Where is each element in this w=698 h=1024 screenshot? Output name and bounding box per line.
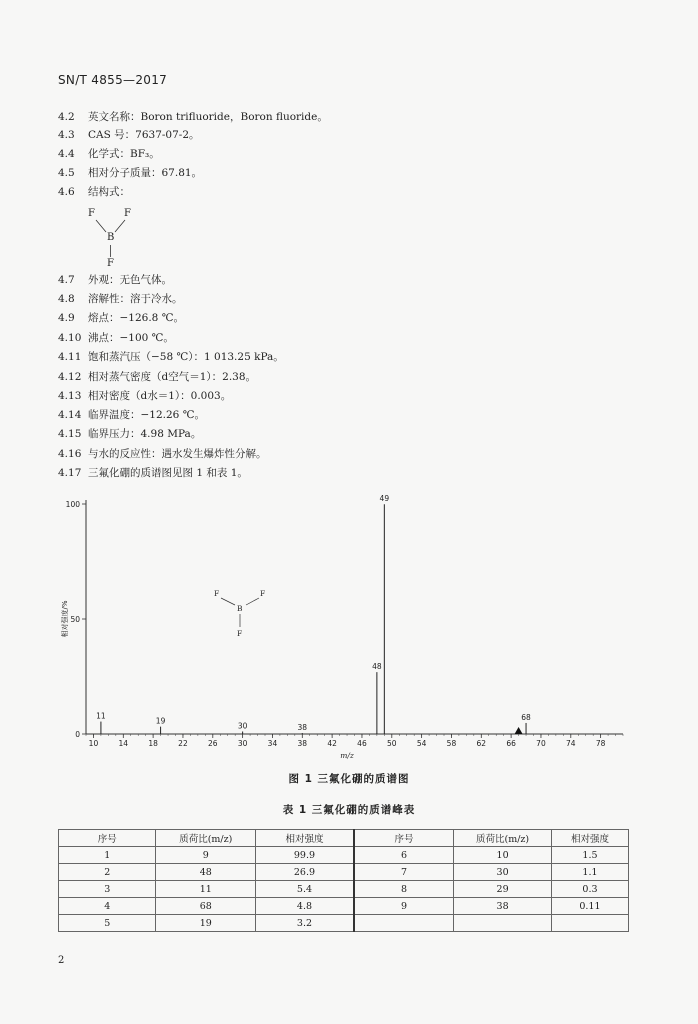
property-text: 沸点：−100 ℃。 (88, 332, 174, 344)
table-cell: 5.4 (256, 881, 354, 898)
property-text: 外观：无色气体。 (88, 274, 172, 286)
property-text: CAS 号：7637-07-2。 (88, 129, 200, 141)
table-row (59, 898, 629, 915)
atom-f-bottom: F (107, 258, 114, 269)
property-number: 4.10 (58, 332, 82, 344)
table-row (59, 881, 629, 898)
property-number: 4.14 (58, 409, 82, 421)
peak-label: 19 (155, 716, 166, 726)
table-cell (454, 915, 552, 932)
x-tick-label: 38 (297, 739, 308, 748)
atom-b-center: B (107, 232, 115, 243)
x-tick-label: 30 (237, 739, 248, 748)
table-cell: 26.9 (256, 864, 354, 881)
table-cell: 9 (156, 847, 256, 864)
property-text: 与水的反应性：遇水发生爆炸性分解。 (88, 448, 267, 460)
table-cell: 5 (59, 915, 156, 932)
y-tick-label: 50 (70, 615, 80, 624)
inset-atom-b: B (237, 604, 243, 613)
property-number: 4.12 (58, 371, 82, 383)
figure-caption: 图 1 三氟化硼的质谱图 (288, 773, 410, 785)
property-text: 结构式： (88, 186, 130, 198)
x-tick-label: 10 (88, 739, 99, 748)
property-number: 4.7 (58, 274, 75, 286)
table-cell: 1 (59, 847, 156, 864)
property-number: 4.2 (58, 111, 75, 123)
table-cell: 30 (454, 864, 552, 881)
table-cell: 0.11 (551, 898, 628, 915)
y-axis-label: 相对强度/% (61, 600, 69, 638)
peak-label: 11 (96, 711, 106, 721)
table-cell: 10 (454, 847, 552, 864)
table-header-cell: 序号 (59, 830, 156, 847)
inset-bond (246, 598, 259, 605)
x-tick-label: 62 (476, 739, 487, 748)
table-header-cell: 相对强度 (551, 830, 628, 847)
x-tick-label: 22 (178, 739, 188, 748)
table-header-cell: 质荷比(m/z) (454, 830, 552, 847)
property-number: 4.4 (58, 148, 75, 160)
property-text: 相对密度（d水＝1）：0.003。 (88, 390, 232, 402)
table-cell: 8 (354, 881, 454, 898)
property-number: 4.16 (58, 448, 82, 460)
table-cell: 7 (354, 864, 454, 881)
property-item (58, 185, 130, 199)
x-tick-label: 70 (536, 739, 546, 748)
x-tick-label: 42 (327, 739, 337, 748)
x-tick-label: 46 (357, 739, 367, 748)
property-number: 4.15 (58, 428, 82, 440)
table-cell: 38 (454, 898, 552, 915)
peak-label: 49 (379, 494, 390, 504)
table-cell: 11 (156, 881, 256, 898)
table-header-row (59, 830, 629, 847)
table-cell: 1.1 (551, 864, 628, 881)
property-item (58, 466, 248, 480)
property-text: 临界压力：4.98 MPa。 (88, 428, 202, 440)
table-row (59, 915, 629, 932)
table-cell: 6 (354, 847, 454, 864)
inset-atom-f-right: F (260, 589, 266, 598)
property-item (58, 389, 231, 403)
property-number: 4.17 (58, 467, 82, 479)
x-tick-label: 78 (595, 739, 606, 748)
y-tick-label: 0 (75, 730, 80, 739)
table-cell: 3 (59, 881, 156, 898)
property-item (58, 408, 205, 422)
property-item (58, 110, 328, 124)
x-tick-label: 58 (446, 739, 457, 748)
property-number: 4.11 (58, 351, 82, 363)
mass-peak-table (58, 829, 629, 932)
property-number: 4.5 (58, 167, 75, 179)
property-number: 4.3 (58, 129, 75, 141)
property-text: 三氟化硼的质谱图见图 1 和表 1。 (88, 467, 248, 479)
property-number: 4.8 (58, 293, 75, 305)
table-cell: 1.5 (551, 847, 628, 864)
property-number: 4.13 (58, 390, 82, 402)
x-tick-label: 18 (148, 739, 158, 748)
property-item (58, 331, 174, 345)
property-item (58, 147, 160, 161)
table-header-cell: 序号 (354, 830, 454, 847)
property-item (58, 292, 183, 306)
structural-formula (88, 208, 136, 272)
peak-label: 48 (372, 662, 382, 672)
table-cell: 0.3 (551, 881, 628, 898)
table-cell (551, 915, 628, 932)
property-text: 英文名称：Boron trifluoride，Boron fluoride。 (88, 111, 328, 123)
table-header-cell: 质荷比(m/z) (156, 830, 256, 847)
marker-triangle (515, 727, 523, 734)
property-number: 4.9 (58, 312, 75, 324)
atom-f-top-left: F (88, 208, 95, 219)
inset-atom-f-bottom: F (237, 629, 243, 638)
property-text: 溶解性：溶于冷水。 (88, 293, 183, 305)
property-text: 饱和蒸汽压（−58 ℃）：1 013.25 kPa。 (88, 351, 284, 363)
table-cell: 9 (354, 898, 454, 915)
property-item (58, 350, 284, 364)
property-item (58, 447, 267, 461)
peak-label: 30 (237, 721, 248, 731)
page-number: 2 (58, 955, 65, 966)
table-cell: 2 (59, 864, 156, 881)
property-text: 熔点：−126.8 ℃。 (88, 312, 184, 324)
property-text: 相对蒸气密度（d空气＝1）：2.38。 (88, 371, 257, 383)
property-item (58, 128, 200, 142)
inset-bond (221, 598, 235, 605)
atom-f-top-right: F (124, 208, 131, 219)
x-tick-label: 14 (118, 739, 129, 748)
inset-atom-f-left: F (214, 589, 220, 598)
x-tick-label: 26 (208, 739, 218, 748)
table-cell: 99.9 (256, 847, 354, 864)
property-item (58, 273, 172, 287)
table-caption: 表 1 三氟化硼的质谱峰表 (282, 804, 416, 816)
table-cell: 4.8 (256, 898, 354, 915)
table-cell: 3.2 (256, 915, 354, 932)
property-item (58, 370, 256, 384)
table-cell: 4 (59, 898, 156, 915)
table-cell (354, 915, 454, 932)
property-text: 化学式：BF₃。 (88, 148, 160, 160)
table-header-cell: 相对强度 (256, 830, 354, 847)
table-row (59, 864, 629, 881)
table-cell: 68 (156, 898, 256, 915)
x-tick-label: 34 (267, 739, 278, 748)
peak-label: 68 (521, 712, 531, 722)
x-axis-label: m/z (340, 751, 354, 760)
property-text: 相对分子质量：67.81。 (88, 167, 203, 179)
property-item (58, 427, 201, 441)
x-tick-label: 50 (387, 739, 397, 748)
y-tick-label: 100 (65, 500, 80, 509)
document-header: SN/T 4855—2017 (58, 73, 168, 87)
table-cell: 48 (156, 864, 256, 881)
table-cell: 29 (454, 881, 552, 898)
x-tick-label: 54 (416, 739, 427, 748)
property-text: 临界温度：−12.26 ℃。 (88, 409, 205, 421)
mass-spectrum-chart (58, 494, 630, 764)
peak-label: 38 (297, 723, 308, 733)
table-cell: 19 (156, 915, 256, 932)
property-item (58, 166, 202, 180)
property-number: 4.6 (58, 186, 75, 198)
x-tick-label: 66 (506, 739, 516, 748)
property-item (58, 311, 184, 325)
x-tick-label: 74 (566, 739, 576, 748)
bond-lines (88, 208, 136, 272)
table-row (59, 847, 629, 864)
